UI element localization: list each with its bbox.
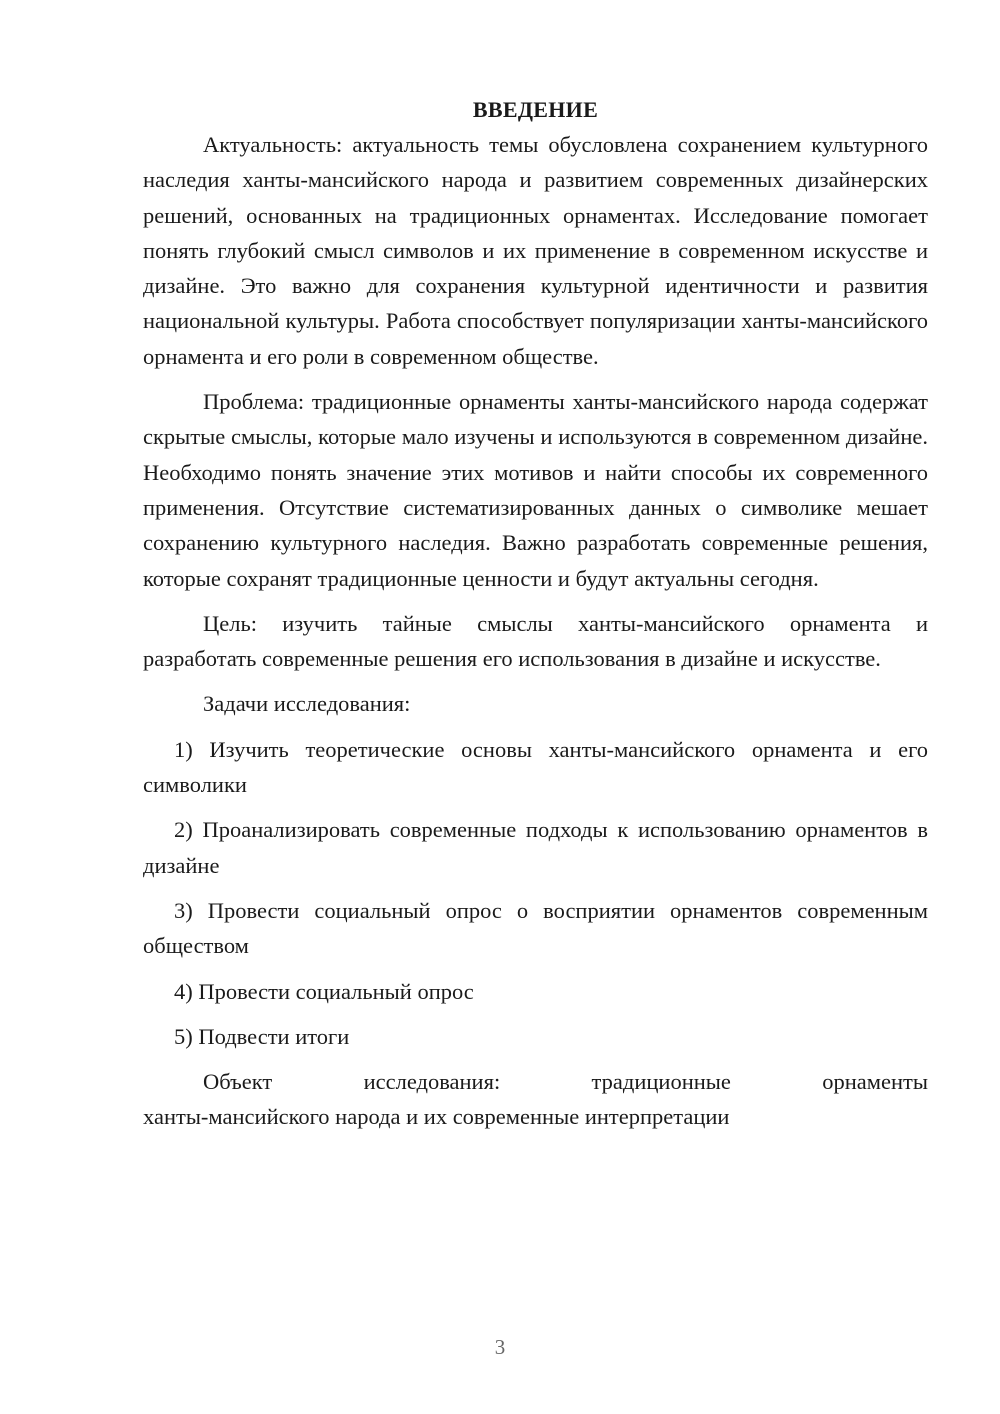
task-item-4: 4) Провести социальный опрос (174, 978, 474, 1004)
paragraph-problem: Проблема: традиционные орнаменты ханты-мансийского народа содержат скрытые смыслы, которые мало изучены и используются в современном дизайне. Необходимо понять значение этих мотивов и найти способы их современного применения. Отсутствие систематизированных данных о символике мешает сохранению культурного наследия. Важно разработать современные решения, которые сохранят традиционные ценности и будут актуальны сегодня. (143, 389, 928, 591)
paragraph-relevance: Актуальность: актуальность темы обусловлена сохранением культурного наследия ханты-мансийского народа и развитием современных дизайнерских решений, основанных на традиционных орнаментах. Исследование помогает понять глубокий смысл символов и их применение в современном искусстве и дизайне. Это важно для сохранения культурной идентичности и развития национальной культуры. Работа способствует популяризации ханты-мансийского орнамента и его роли в современном обществе. (143, 132, 928, 369)
paragraph-object-line2: ханты-мансийского народа и их современные интерпретации (143, 1104, 730, 1130)
task-item-3: 3) Провести социальный опрос о восприятии орнаментов современным обществом (143, 897, 928, 959)
page-number: 3 (494, 1335, 506, 1359)
tasks-heading: Задачи исследования: (203, 691, 411, 717)
task-item-5: 5) Подвести итоги (174, 1023, 350, 1049)
document-page (143, 92, 928, 1135)
section-heading: ВВЕДЕНИЕ (472, 97, 599, 122)
task-item-2: 2) Проанализировать современные подходы к использованию орнаментов в дизайне (143, 817, 928, 878)
paragraph-object-line1: Объект исследования: традиционные орнаменты (203, 1069, 928, 1095)
paragraph-goal: Цель: изучить тайные смыслы ханты-мансийского орнамента и разработать современные решения его использования в дизайне и искусстве. (143, 610, 928, 672)
task-item-1: 1) Изучить теоретические основы ханты-мансийского орнамента и его символики (143, 736, 928, 798)
